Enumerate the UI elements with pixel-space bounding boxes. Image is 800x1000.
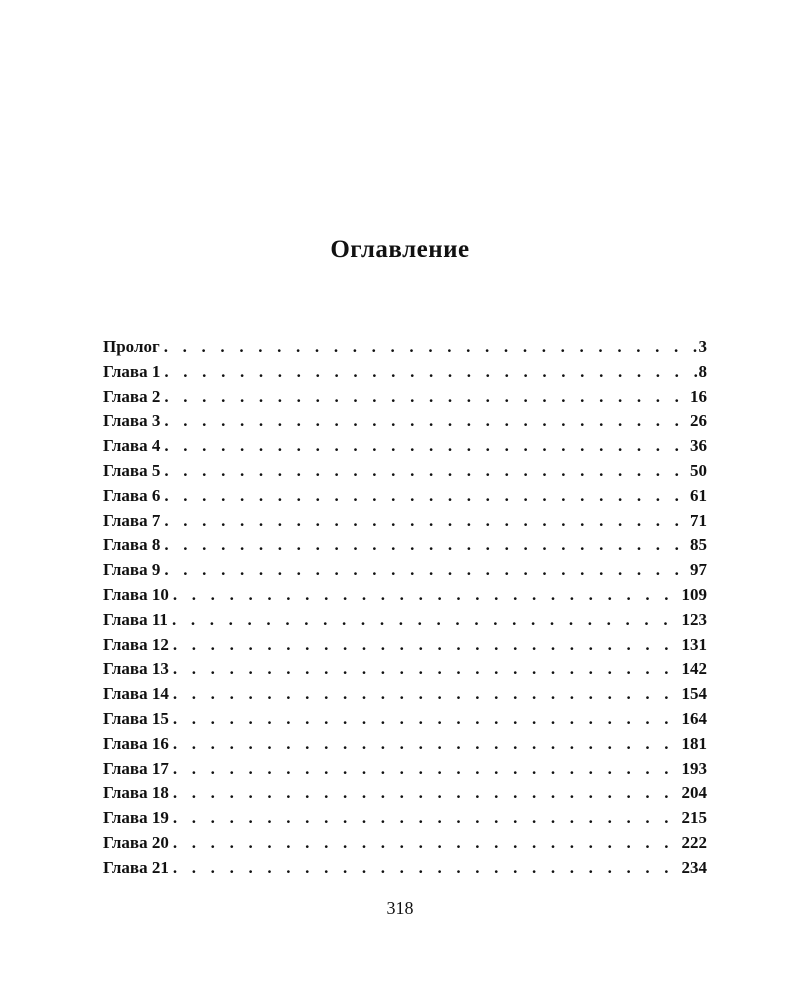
toc-dot-leader <box>164 509 689 534</box>
toc-entry-page: 131 <box>681 634 707 654</box>
toc-entry[interactable] <box>103 533 707 558</box>
toc-entry-label: Глава 8 <box>103 535 161 555</box>
toc-entry-label: Глава 6 <box>103 485 161 505</box>
toc-entry-label: Глава 20 <box>103 832 169 852</box>
toc-entry-label: Глава 21 <box>103 857 169 877</box>
toc-dot-leader <box>164 558 689 583</box>
toc-entry[interactable] <box>103 409 707 434</box>
toc-dot-leader <box>164 434 689 459</box>
toc-entry[interactable] <box>103 484 707 509</box>
toc-entry[interactable] <box>103 831 707 856</box>
toc-entry[interactable] <box>103 335 707 360</box>
toc-dot-leader <box>173 781 681 806</box>
page-number: 318 <box>386 898 414 918</box>
toc-entry[interactable] <box>103 434 707 459</box>
toc-entry-page: 204 <box>681 783 707 803</box>
toc-entry-label: Глава 4 <box>103 436 161 456</box>
toc-entry-label: Глава 15 <box>103 708 169 728</box>
toc-entry[interactable] <box>103 360 707 385</box>
toc-entry[interactable] <box>103 385 707 410</box>
toc-entry[interactable] <box>103 707 707 732</box>
toc-entry-page: 142 <box>681 659 707 679</box>
toc-dot-leader <box>173 583 681 608</box>
toc-entry-page: 8 <box>698 361 707 381</box>
toc-entry-page: 154 <box>681 684 707 704</box>
table-of-contents <box>103 335 707 881</box>
toc-entry-page: 3 <box>698 337 707 356</box>
toc-entry-label: Глава 9 <box>103 560 161 580</box>
toc-entry-page: 123 <box>681 609 707 629</box>
toc-dot-leader <box>164 385 689 410</box>
toc-entry-page: 36 <box>690 436 707 456</box>
toc-entry-page: 61 <box>690 485 707 505</box>
toc-entry-page: 109 <box>681 584 707 604</box>
toc-entry[interactable] <box>103 682 707 707</box>
toc-entry[interactable] <box>103 583 707 608</box>
toc-entry[interactable] <box>103 806 707 831</box>
toc-entry-page: 85 <box>690 535 707 555</box>
toc-entry-page: 164 <box>681 708 707 728</box>
toc-dot-leader <box>173 682 681 707</box>
toc-dot-leader <box>172 608 681 633</box>
toc-entry[interactable] <box>103 732 707 757</box>
toc-dot-leader <box>173 657 681 682</box>
toc-entry-label: Глава 10 <box>103 584 169 604</box>
toc-entry-label: Глава 5 <box>103 460 161 480</box>
toc-entry-page: 234 <box>681 857 707 877</box>
toc-entry-label: Глава 17 <box>103 758 169 778</box>
toc-entry-label: Глава 19 <box>103 808 169 828</box>
toc-entry-label: Глава 2 <box>103 386 161 406</box>
toc-dot-leader <box>173 732 681 757</box>
toc-dot-leader <box>173 831 681 856</box>
toc-entry[interactable] <box>103 509 707 534</box>
toc-entry-page: 26 <box>690 411 707 431</box>
toc-entry-page: 50 <box>690 460 707 480</box>
toc-entry-label: Глава 14 <box>103 684 169 704</box>
toc-dot-leader <box>164 533 689 558</box>
toc-dot-leader <box>173 707 681 732</box>
toc-entry-label: Пролог <box>103 337 160 356</box>
toc-dot-leader <box>164 484 689 509</box>
toc-entry-label: Глава 7 <box>103 510 161 530</box>
toc-entry-label: Глава 11 <box>103 609 168 629</box>
toc-dot-leader <box>173 757 681 782</box>
toc-entry-page: 97 <box>690 560 707 580</box>
toc-entry-page: 193 <box>681 758 707 778</box>
toc-entry-page: 181 <box>681 733 707 753</box>
toc-entry-label: Глава 12 <box>103 634 169 654</box>
toc-entry[interactable] <box>103 856 707 881</box>
toc-dot-leader <box>164 360 697 385</box>
toc-entry[interactable] <box>103 459 707 484</box>
toc-entry-page: 71 <box>690 510 707 530</box>
toc-entry[interactable] <box>103 558 707 583</box>
toc-entry-label: Глава 13 <box>103 659 169 679</box>
toc-entry-label: Глава 18 <box>103 783 169 803</box>
toc-dot-leader <box>164 459 689 484</box>
toc-entry[interactable] <box>103 657 707 682</box>
toc-dot-leader <box>173 633 681 658</box>
toc-entry-page: 215 <box>681 808 707 828</box>
page-title: Оглавление <box>330 236 470 263</box>
toc-entry-page: 222 <box>681 832 707 852</box>
toc-entry[interactable] <box>103 633 707 658</box>
toc-entry[interactable] <box>103 757 707 782</box>
toc-dot-leader <box>173 856 681 881</box>
toc-entry-label: Глава 3 <box>103 411 161 431</box>
toc-entry[interactable] <box>103 608 707 633</box>
toc-dot-leader <box>173 806 681 831</box>
toc-entry-label: Глава 1 <box>103 361 161 381</box>
toc-dot-leader <box>164 409 689 434</box>
toc-entry-label: Глава 16 <box>103 733 169 753</box>
toc-entry-page: 16 <box>690 386 707 406</box>
toc-dot-leader <box>164 335 698 360</box>
toc-entry[interactable] <box>103 781 707 806</box>
